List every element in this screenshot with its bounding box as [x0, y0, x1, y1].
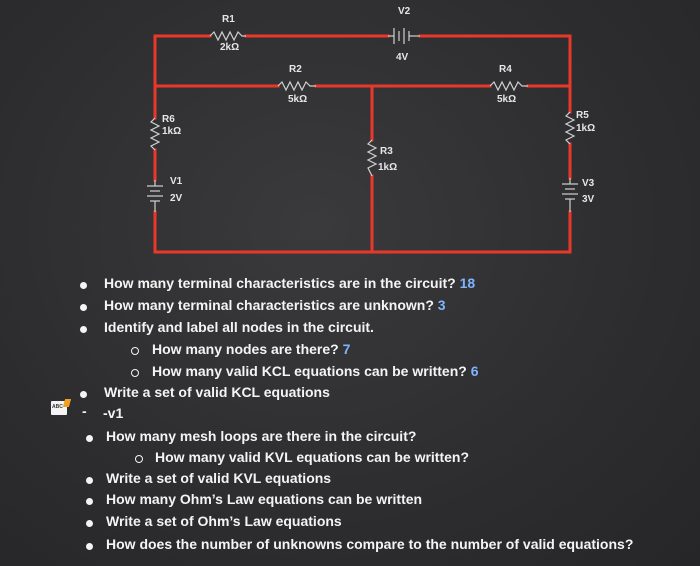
r2-label: R2: [289, 64, 302, 75]
sub-bullet: [131, 347, 139, 355]
r3-value: 1kΩ: [378, 162, 398, 173]
question-answer: 6: [470, 363, 479, 379]
question-text: Write a set of Ohm’s Law equations: [106, 513, 342, 529]
bullet: [86, 498, 93, 505]
resistor-r1: [210, 14, 246, 53]
battery-v3: [562, 178, 595, 212]
question-text: Identify and label all nodes in the circuit.: [104, 319, 374, 335]
question-8: [106, 428, 416, 444]
question-text: How many mesh loops are there in the circuit?: [106, 428, 417, 444]
question-1: [104, 275, 475, 291]
question-6: [104, 384, 330, 400]
bullet: [86, 543, 93, 550]
bullet: [80, 282, 87, 289]
question-12: [106, 513, 342, 529]
resistor-r3: [368, 140, 397, 176]
battery-v2: [388, 6, 420, 63]
bullet: [80, 391, 87, 398]
bullet: [80, 304, 87, 311]
question-5: [152, 363, 478, 379]
question-11: [106, 491, 422, 507]
battery-v1: [147, 176, 183, 212]
question-4: [152, 341, 350, 357]
question-7: [103, 405, 123, 421]
r6-value: 1kΩ: [162, 126, 182, 137]
question-text: How does the number of unknowns compare to the number of valid equations?: [106, 536, 634, 552]
r3-label: R3: [380, 146, 393, 157]
v1-value: 2V: [170, 193, 183, 204]
question-answer: 18: [459, 275, 476, 291]
question-text: How many nodes are there?: [152, 341, 339, 357]
sub-bullet: [131, 369, 139, 377]
r1-label: R1: [222, 14, 235, 25]
r4-value: 5kΩ: [497, 94, 517, 105]
question-text: Write a set of valid KVL equations: [106, 470, 332, 486]
question-3: [104, 319, 374, 335]
question-2: [104, 297, 446, 313]
v1-label: V1: [170, 176, 183, 187]
question-text: Write a set of valid KCL equations: [104, 384, 330, 400]
circuit-diagram: [0, 0, 700, 270]
dash-marker: -: [82, 403, 87, 419]
pencil-icon: [63, 399, 71, 407]
r5-value: 1kΩ: [576, 123, 596, 134]
question-10: [106, 470, 331, 486]
bullet: [86, 435, 93, 442]
v3-value: 3V: [582, 194, 595, 205]
bullet: [86, 520, 93, 527]
r2-value: 5kΩ: [288, 94, 308, 105]
r5-label: R5: [576, 110, 589, 121]
r4-label: R4: [499, 64, 512, 75]
resistor-r4: [490, 64, 528, 105]
v3-label: V3: [582, 178, 595, 189]
question-text: How many valid KCL equations can be written?: [152, 363, 467, 379]
question-answer: 7: [342, 341, 351, 357]
r6-label: R6: [162, 114, 175, 125]
resistor-r2: [278, 64, 316, 105]
question-13: [106, 536, 633, 552]
question-text: How many terminal characteristics are unknown?: [104, 297, 434, 313]
bullet: [80, 326, 87, 333]
abc-icon[interactable]: [51, 401, 67, 415]
question-text: -v1: [103, 405, 124, 421]
v2-label: V2: [398, 6, 411, 17]
question-text: How many valid KVL equations can be written?: [155, 449, 470, 465]
abc-icon-label: ABC: [52, 404, 63, 410]
question-answer: 3: [437, 297, 446, 313]
r1-value: 2kΩ: [220, 42, 240, 53]
bullet: [86, 477, 93, 484]
v2-value: 4V: [396, 52, 409, 63]
question-9: [155, 449, 469, 465]
question-text: How many Ohm’s Law equations can be written: [106, 491, 423, 507]
resistor-r5: [566, 110, 595, 144]
question-text: How many terminal characteristics are in the circuit?: [104, 275, 456, 291]
sub-bullet: [135, 455, 143, 463]
